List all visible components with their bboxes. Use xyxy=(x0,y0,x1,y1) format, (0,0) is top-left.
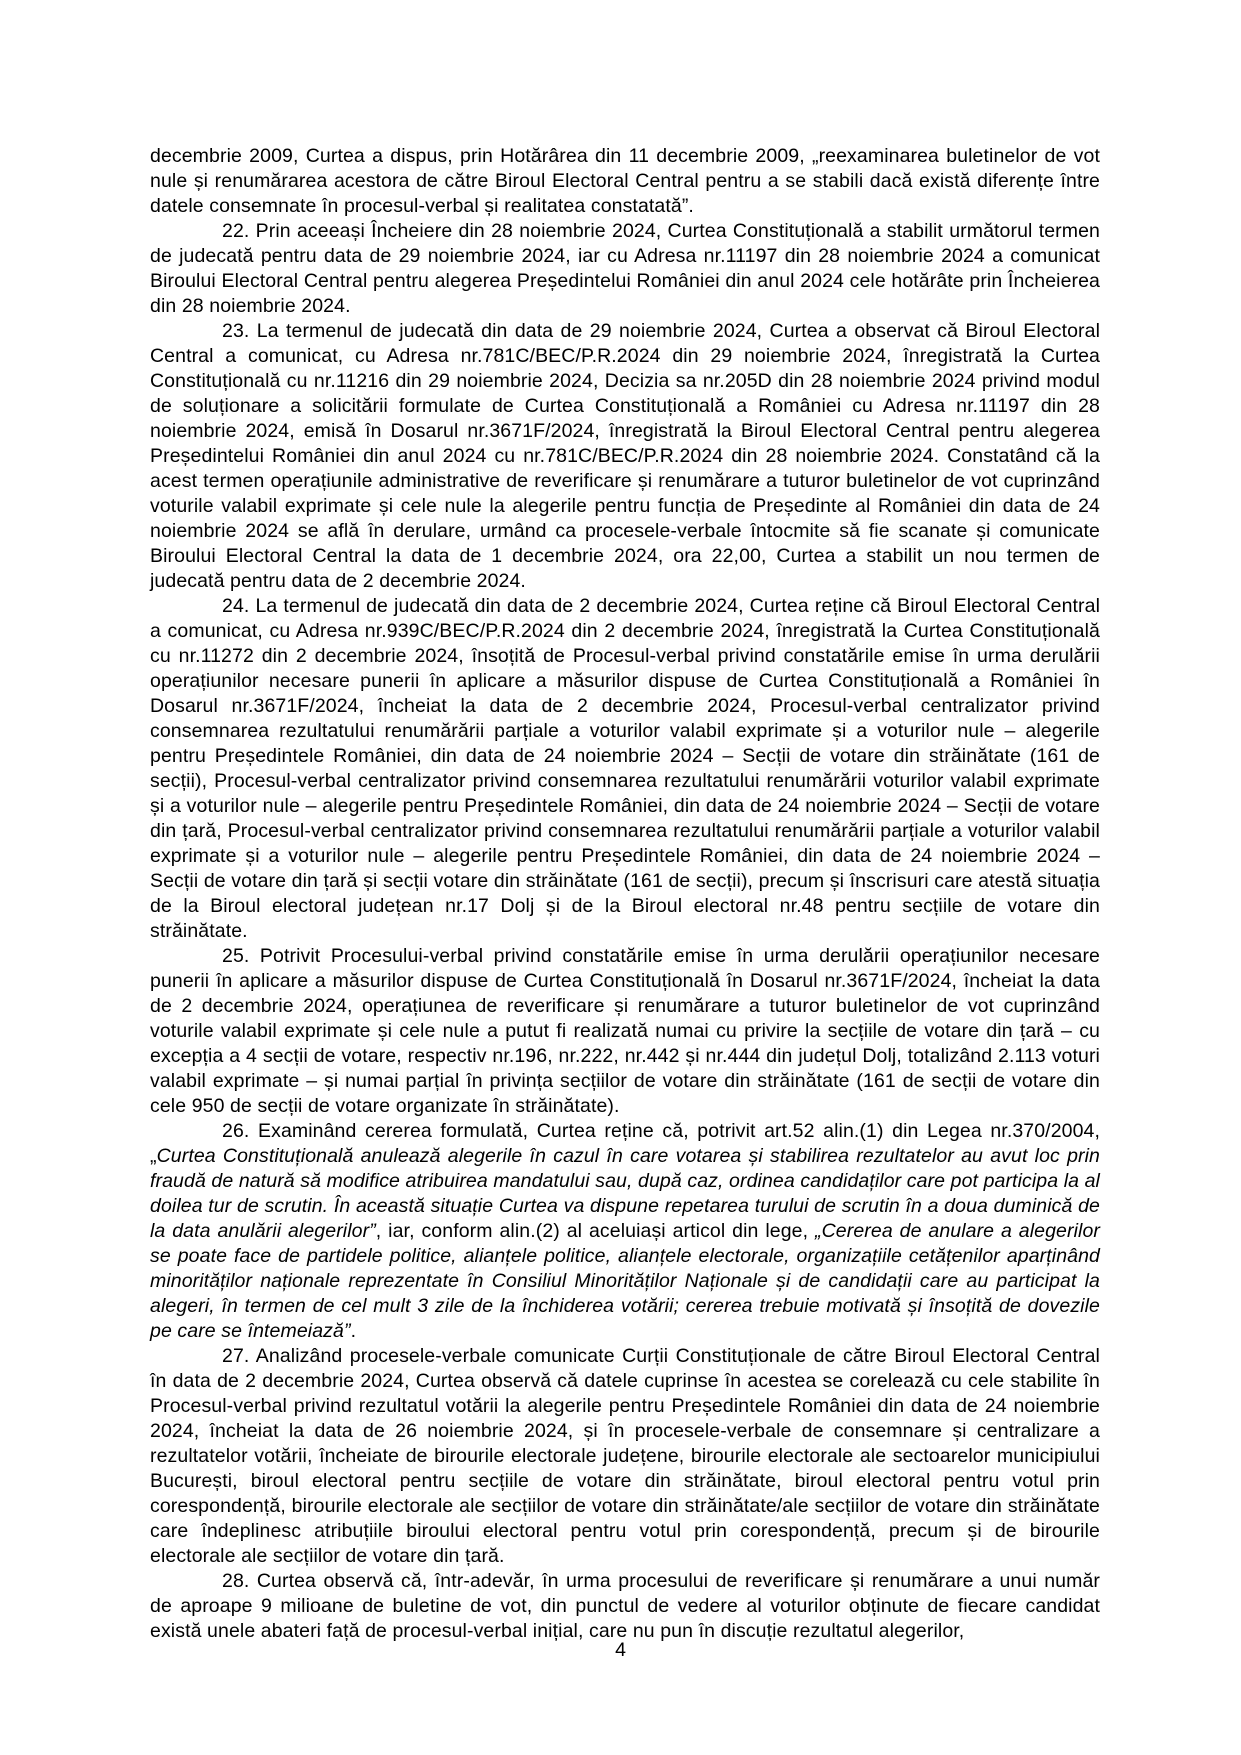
body-text: . xyxy=(350,1320,357,1342)
paragraph-22 xyxy=(150,219,1100,319)
paragraph-25 xyxy=(150,944,1100,1119)
paragraph-23 xyxy=(150,319,1100,594)
body-text: , iar, conform alin.(2) al aceluiași articol din lege, xyxy=(375,1220,816,1242)
quoted-law-text: „Cererea de anulare a alegerilor se poate face de partidele politice, alianțele politice, alianțele electorale, organizațiile cetățenilor aparținând minorităților naționale reprezentate în Consiliul Minorităților Naționale și de candidații care au participat la alegeri, în termen de cel mult 3 zile de la închiderea votării; cererea trebuie motivată și însoțită de dovezile pe care se întemeiază” xyxy=(150,1220,1100,1342)
page-number: 4 xyxy=(615,1639,626,1661)
body-text: decembrie 2009, Curtea a dispus, prin Hotărârea din 11 decembrie 2009, „reexaminarea buletinelor de vot nule și renumărarea acestora de către Biroul Electoral Central pentru a se stabili dacă există diferențe între datele consemnate în procesul-verbal și realitatea constatată”. xyxy=(150,145,1100,217)
document-body xyxy=(150,144,1100,1644)
paragraph-21-continuation xyxy=(150,144,1100,219)
paragraph-27 xyxy=(150,1344,1100,1569)
body-text: 25. Potrivit Procesului-verbal privind constatările emise în urma derulării operațiunilor necesare punerii în aplicare a măsurilor dispuse de Curtea Constituțională în Dosarul nr.3671F/2024, încheiat la data de 2 decembrie 2024, operațiunea de reverificare și renumărare a tuturor buletinelor de vot cuprinzând voturile valabil exprimate și cele nule a putut fi realizată numai cu privire la secțiile de votare din țară – cu excepția a 4 secții de votare, respectiv nr.196, nr.222, nr.442 și nr.444 din județul Dolj, totalizând 2.113 voturi valabil exprimate – și numai parțial în privința secțiilor de votare din străinătate (161 de secții de votare din cele 950 de secții de votare organizate în străinătate). xyxy=(150,945,1100,1117)
body-text: 26. Examinând cererea formulată, Curtea reține că, potrivit art.52 alin.(1) din Legea nr.370/2004, „ xyxy=(150,1120,1100,1167)
body-text: 22. Prin aceeași Încheiere din 28 noiembrie 2024, Curtea Constituțională a stabilit următorul termen de judecată pentru data de 29 noiembrie 2024, iar cu Adresa nr.11197 din 28 noiembrie 2024 a comunicat Biroului Electoral Central pentru alegerea Președintelui României din anul 2024 cele hotărâte prin Încheierea din 28 noiembrie 2024. xyxy=(150,220,1100,317)
paragraph-24 xyxy=(150,594,1100,944)
paragraph-28 xyxy=(150,1569,1100,1644)
paragraph-26 xyxy=(150,1119,1100,1344)
body-text: 24. La termenul de judecată din data de 2 decembrie 2024, Curtea reține că Biroul Electoral Central a comunicat, cu Adresa nr.939C/BEC/P.R.2024 din 2 decembrie 2024, înregistrată la Curtea Constituțională cu nr.11272 din 2 decembrie 2024, însoțită de Procesul-verbal privind constatările emise în urma derulării operațiunilor necesare punerii în aplicare a măsurilor dispuse de Curtea Constituțională a României în Dosarul nr.3671F/2024, încheiat la data de 2 decembrie 2024, Procesul-verbal centralizator privind consemnarea rezultatului renumărării parțiale a voturilor valabil exprimate și a voturilor nule – alegerile pentru Președintele României, din data de 24 noiembrie 2024 – Secții de votare din străinătate (161 de secții), Procesul-verbal centralizator privind consemnarea rezultatului renumărării voturilor valabil exprimate și a voturilor nule – alegerile pentru Președintele României, din data de 24 noiembrie 2024 – Secții de votare din țară, Procesul-verbal centralizator privind consemnarea rezultatului renumărării parțiale a voturilor valabil exprimate și a voturilor nule – alegerile pentru Președintele României, din data de 24 noiembrie 2024 – Secții de votare din țară și secții votare din străinătate (161 de secții), precum și înscrisuri care atestă situația de la Biroul electoral județean nr.17 Dolj și de la Biroul electoral nr.48 pentru secțiile de votare din străinătate. xyxy=(150,595,1100,942)
quoted-law-text: Curtea Constituțională anulează alegerile în cazul în care votarea și stabilirea rezultatelor au avut loc prin fraudă de natură să modifice atribuirea mandatului sau, după caz, ordinea candidaților care pot participa la al doilea tur de scrutin. În această situație Curtea va dispune repetarea turului de scrutin în a doua duminică de la data anulării alegerilor” xyxy=(150,1145,1100,1242)
body-text: 28. Curtea observă că, într-adevăr, în urma procesului de reverificare și renumărare a unui număr de aproape 9 milioane de buletine de vot, din punctul de vedere al voturilor obținute de fiecare candidat există unele abateri față de procesul-verbal inițial, care nu pun în discuție rezultatul alegerilor, xyxy=(150,1570,1100,1642)
body-text: 23. La termenul de judecată din data de 29 noiembrie 2024, Curtea a observat că Biroul Electoral Central a comunicat, cu Adresa nr.781C/BEC/P.R.2024 din 29 noiembrie 2024, înregistrată la Curtea Constituțională cu nr.11216 din 29 noiembrie 2024, Decizia sa nr.205D din 28 noiembrie 2024 privind modul de soluționare a solicitării formulate de Curtea Constituțională a României cu Adresa nr.11197 din 28 noiembrie 2024, emisă în Dosarul nr.3671F/2024, înregistrată la Biroul Electoral Central pentru alegerea Președintelui României din anul 2024 cu nr.781C/BEC/P.R.2024 din 28 noiembrie 2024. Constatând că la acest termen operațiunile administrative de reverificare și renumărare a tuturor buletinelor de vot cuprinzând voturile valabil exprimate și cele nule la alegerile pentru funcția de Președinte al României din data de 24 noiembrie 2024 se află în derulare, urmând ca procesele-verbale întocmite să fie scanate și comunicate Biroului Electoral Central la data de 1 decembrie 2024, ora 22,00, Curtea a stabilit un nou termen de judecată pentru data de 2 decembrie 2024. xyxy=(150,320,1100,592)
body-text: 27. Analizând procesele-verbale comunicate Curții Constituționale de către Biroul Electoral Central în data de 2 decembrie 2024, Curtea observă că datele cuprinse în acestea se corelează cu cele stabilite în Procesul-verbal privind rezultatul votării la alegerile pentru Președintele României din data de 24 noiembrie 2024, încheiat la data de 26 noiembrie 2024, și în procesele-verbale de consemnare și centralizare a rezultatelor votării, încheiate de birourile electorale județene, birourile electorale ale sectoarelor municipiului București, biroul electoral pentru secțiile de votare din străinătate, biroul electoral pentru votul prin corespondență, birourile electorale ale secțiilor de votare din străinătate/ale secțiilor de votare din străinătate care îndeplinesc atribuțiile biroului electoral pentru votul prin corespondență, precum și de birourile electorale ale secțiilor de votare din țară. xyxy=(150,1345,1100,1567)
